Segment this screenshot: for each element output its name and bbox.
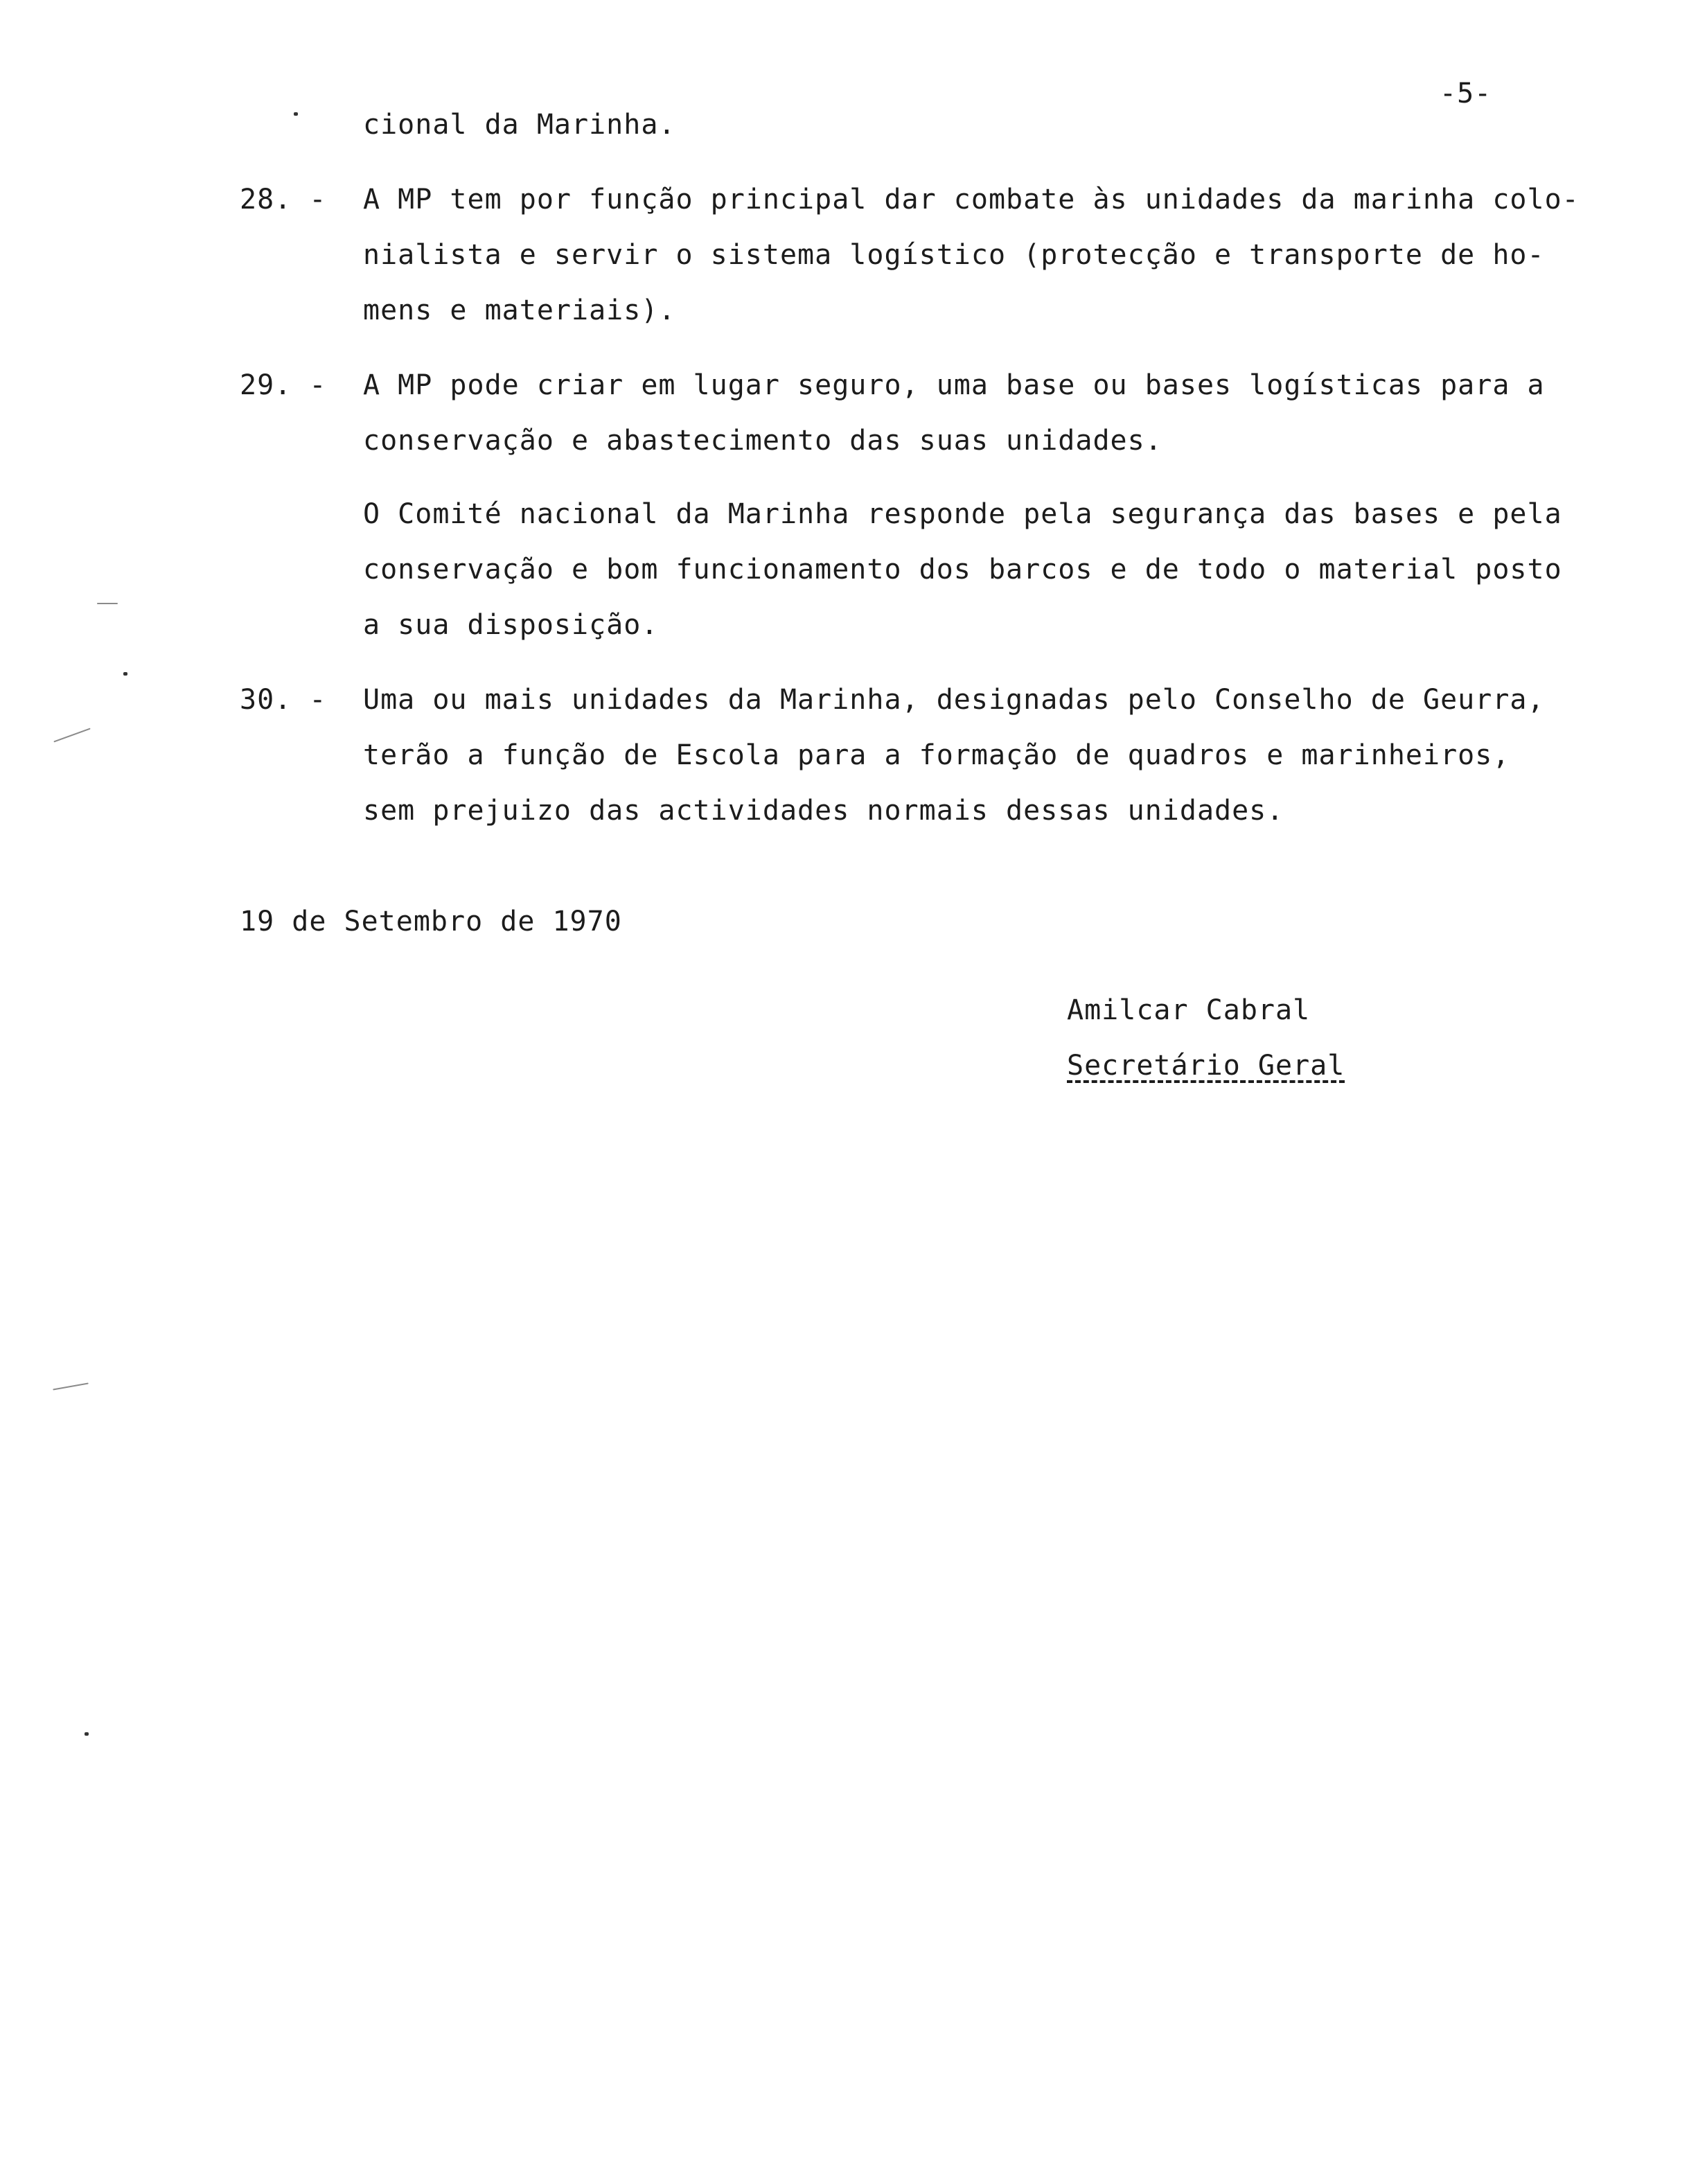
item-28-line-2: nialista e servir o sistema logístico (protecção e transporte de ho- bbox=[363, 239, 1545, 271]
item-28-number: 28. - bbox=[240, 184, 327, 215]
scan-speck bbox=[85, 1732, 89, 1736]
signature-name: Amilcar Cabral bbox=[1067, 994, 1311, 1026]
item-28-line-3: mens e materiais). bbox=[363, 294, 676, 326]
item-29-extra-line-2: conservação e bom funcionamento dos barcos e de todo o material posto bbox=[363, 554, 1562, 585]
scan-speck bbox=[123, 672, 127, 676]
scan-speck bbox=[53, 1383, 89, 1391]
item-30-number: 30. - bbox=[240, 684, 327, 716]
item-28-line-1: A MP tem por função principal dar combate às unidades da marinha colo- bbox=[363, 184, 1580, 215]
item-30-line-3: sem prejuizo das actividades normais dessas unidades. bbox=[363, 795, 1284, 827]
scan-speck bbox=[97, 603, 118, 604]
scan-speck bbox=[53, 728, 90, 742]
item-29-extra-line-1: O Comité nacional da Marinha responde pela segurança das bases e pela bbox=[363, 498, 1562, 530]
scan-speck bbox=[294, 112, 298, 116]
item-29-number: 29. - bbox=[240, 369, 327, 401]
item-29-line-1: A MP pode criar em lugar seguro, uma base ou bases logísticas para a bbox=[363, 369, 1545, 401]
document-date: 19 de Setembro de 1970 bbox=[240, 906, 622, 937]
page-number: -5- bbox=[1440, 78, 1492, 109]
item-29-line-2: conservação e abastecimento das suas unidades. bbox=[363, 425, 1162, 457]
signature-title: Secretário Geral bbox=[1067, 1050, 1345, 1082]
opening-line: cional da Marinha. bbox=[363, 109, 676, 141]
item-29-extra-line-3: a sua disposição. bbox=[363, 609, 659, 641]
item-30-line-2: terão a função de Escola para a formação de quadros e marinheiros, bbox=[363, 739, 1510, 771]
item-30-line-1: Uma ou mais unidades da Marinha, designadas pelo Conselho de Geurra, bbox=[363, 684, 1545, 716]
